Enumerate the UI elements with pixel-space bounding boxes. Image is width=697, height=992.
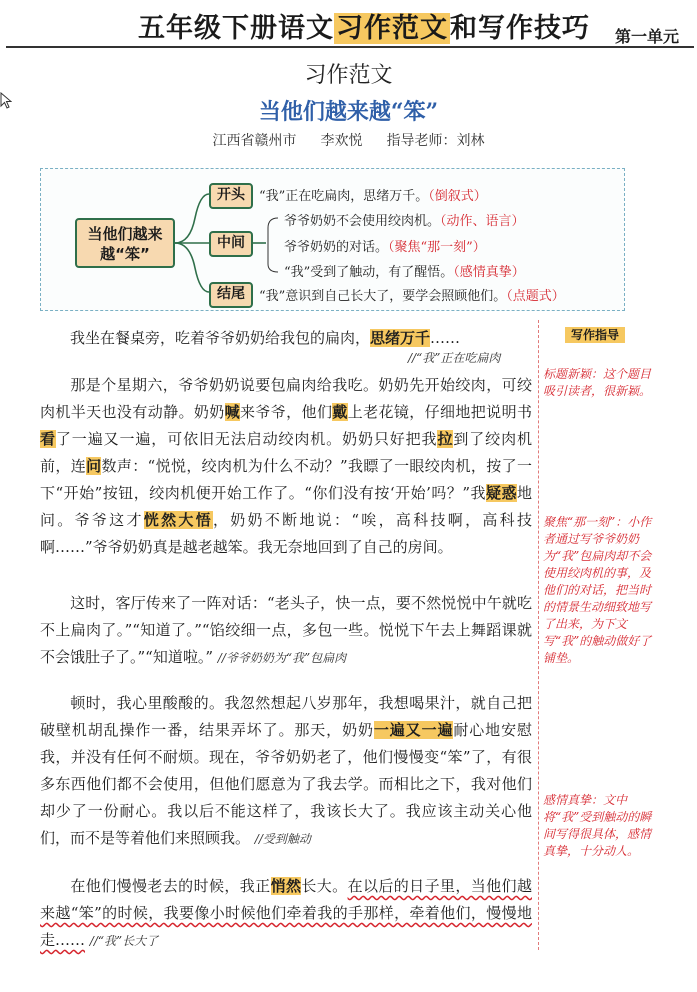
outline-start-label: 开头 [209, 183, 253, 209]
margin-annotation: //受到触动 [254, 832, 311, 846]
margin-annotation: //“我”正在吃扁肉 [408, 351, 501, 365]
section-title: 习作范文 [304, 63, 393, 88]
unit-label: 第一单元 [615, 27, 680, 46]
author-name: 李欢悦 [320, 133, 363, 149]
guidance-note: 标题新颖：这个题目吸引读者，很新颖。 [543, 367, 652, 398]
outline-end-label: 结尾 [209, 282, 253, 308]
outline-middle-item: 爷爷奶奶不会使用绞肉机。（动作、语言） [284, 214, 525, 229]
essay-paragraph-5: 在他们慢慢老去的时候，我正悄然长大。在以后的日子里，当他们越来越“笨”的时候，我要像小时候他们牵着我的手那样，牵着他们，慢慢地走…… //“我”长大了 [40, 877, 532, 949]
margin-annotation: //爷爷奶奶为“我”包扁肉 [217, 651, 347, 665]
teacher-name: 指导老师：刘林 [386, 133, 485, 149]
author-place: 江西省赣州市 [212, 133, 297, 149]
essay-title: 当他们越来越“笨” [258, 99, 439, 125]
essay-paragraph-1: 我坐在餐桌旁，吃着爷爷奶奶给我包的扁肉，思绪万千…… [70, 329, 461, 347]
margin-annotation: //“我”长大了 [89, 934, 159, 948]
guidance-note: 感情真挚：文中将“我”受到触动的瞬间写得很具体，感情真挚，十分动人。 [543, 793, 652, 858]
outline-middle-item: “我”受到了触动，有了醒悟。（感情真挚） [284, 265, 525, 280]
sidebar-divider [538, 320, 539, 950]
outline-middle-label: 中间 [209, 231, 253, 257]
essay-paragraph-3: 这时，客厅传来了一阵对话：“老头子，快一点，要不然悦悦中午就吃不上扁肉了。”“知道了。”“馅绞细一点，多包一些。悦悦下午去上舞蹈课就不会饿肚子了。”“知道啦。” //爷爷奶奶为“我”包扁肉 [40, 594, 532, 666]
outline-end-text: “我”意识到自己长大了，要学会照顾他们。（点题式） [259, 289, 565, 304]
outline-start-text: “我”正在吃扁肉，思绪万千。（倒叙式） [259, 189, 487, 204]
sidebar-title: 写作指导 [565, 327, 625, 343]
header-divider [6, 46, 694, 48]
page-header-title: 五年级下册语文习作范文和写作技巧 [138, 13, 590, 44]
essay-paragraph-4: 顿时，我心里酸酸的。我忽然想起八岁那年，我想喝果汁，就自己把破壁机胡乱操作一番，结果弄坏了。那天，奶奶一遍又一遍耐心地安慰我，并没有任何不耐烦。现在，爷爷奶奶老了，他们慢慢变“笨”了，有很多东西他们都不会使用，但他们愿意为了我去学。而相比之下，我对他们却少了一份耐心。我以后不能这样了，我该长大了。我应该主动关心他们，而不是等着他们来照顾我。 //受到触动 [40, 694, 532, 847]
author-line [0, 130, 697, 150]
outline-middle-item: 爷爷奶奶的对话。（聚焦“那一刻”） [284, 240, 486, 255]
essay-paragraph-2: 那是个星期六，爷爷奶奶说要包扁肉给我吃。奶奶先开始绞肉，可绞肉机半天也没有动静。奶奶喊来爷爷，他们戴上老花镜，仔细地把说明书看了一遍又一遍，可依旧无法启动绞肉机。奶奶只好把我拉到了绞肉机前，连问数声：“悦悦，绞肉机为什么不动？”我瞟了一眼绞肉机，按了一下“开始”按钮，绞肉机便开始工作了。“你们没有按‘开始’吗？”我疑惑地问。爷爷这才恍然大悟，奶奶不断地说：“唉，高科技啊，高科技啊……”爷爷奶奶真是越老越笨。我无奈地回到了自己的房间。 [40, 376, 532, 556]
guidance-note: 聚焦“那一刻”：小作者通过写爷爷奶奶为“我”包扁肉却不会使用绞肉机的事，及他们的对话，把当时的情景生动细致地写了出来，为下文写“我”的触动做好了铺垫。 [543, 515, 652, 665]
outline-center-node: 当他们越来越“笨” [75, 218, 175, 268]
